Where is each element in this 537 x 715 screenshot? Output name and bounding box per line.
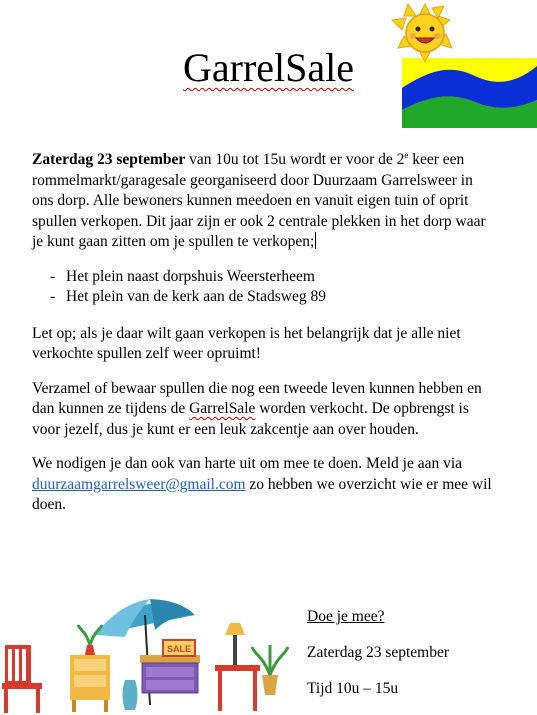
sun-flag-logo <box>380 0 537 130</box>
summary-time: Tijd 10u – 15u <box>307 680 399 697</box>
summary-date: Zaterdag 23 september <box>307 644 450 661</box>
event-date: Zaterdag 23 september <box>32 151 186 168</box>
page-title: GarrelSale <box>182 45 354 90</box>
event-name: GarrelSale <box>189 400 256 417</box>
main-text <box>32 150 492 530</box>
list-item: - Het plein naast dorpshuis Weersterheem <box>32 267 492 288</box>
text-cursor <box>315 232 316 249</box>
invite-paragraph: We nodigen je dan ook van harte uit om mee te doen. Meld je aan via duurzaamgarrelsweer@gmail.com zo hebben we overzicht wie er mee wil doen. <box>32 455 492 513</box>
list-item: - Het plein van de kerk aan de Stadsweg 89 <box>32 287 492 308</box>
intro-paragraph: Zaterdag 23 september van 10u tot 15u wordt er voor de 2e keer een rommelmarkt/garagesale georganiseerd door Duurzaam Garrelsweer in ons dorp. Alle bewoners kunnen meedoen en vanuit eigen tuin of oprit spullen verkopen. Dit jaar zijn er ook 2 centrale plekken in het dorp waar je kunt gaan zitten om je spullen te verkopen; <box>32 149 486 250</box>
collect-paragraph: Verzamel of bewaar spullen die nog een tweede leven kunnen hebben en dan kunnen ze tijdens de GarrelSale worden verkocht. De opbrengst is voor jezelf, dus je kunt er een leuk zakcentje aan over houden. <box>32 379 482 438</box>
sale-sign: SALE <box>166 644 192 654</box>
participate-question: Doe je mee? <box>307 608 385 625</box>
email-link[interactable]: duurzaamgarrelsweer@gmail.com <box>32 475 246 493</box>
notice-paragraph: Let op; als je daar wilt gaan verkopen is het belangrijk dat je alle niet verkochte spullen zelf weer opruimt! <box>32 324 461 362</box>
garage-sale-illustration <box>0 585 290 714</box>
locations-list <box>32 267 492 308</box>
event-summary <box>307 607 449 715</box>
